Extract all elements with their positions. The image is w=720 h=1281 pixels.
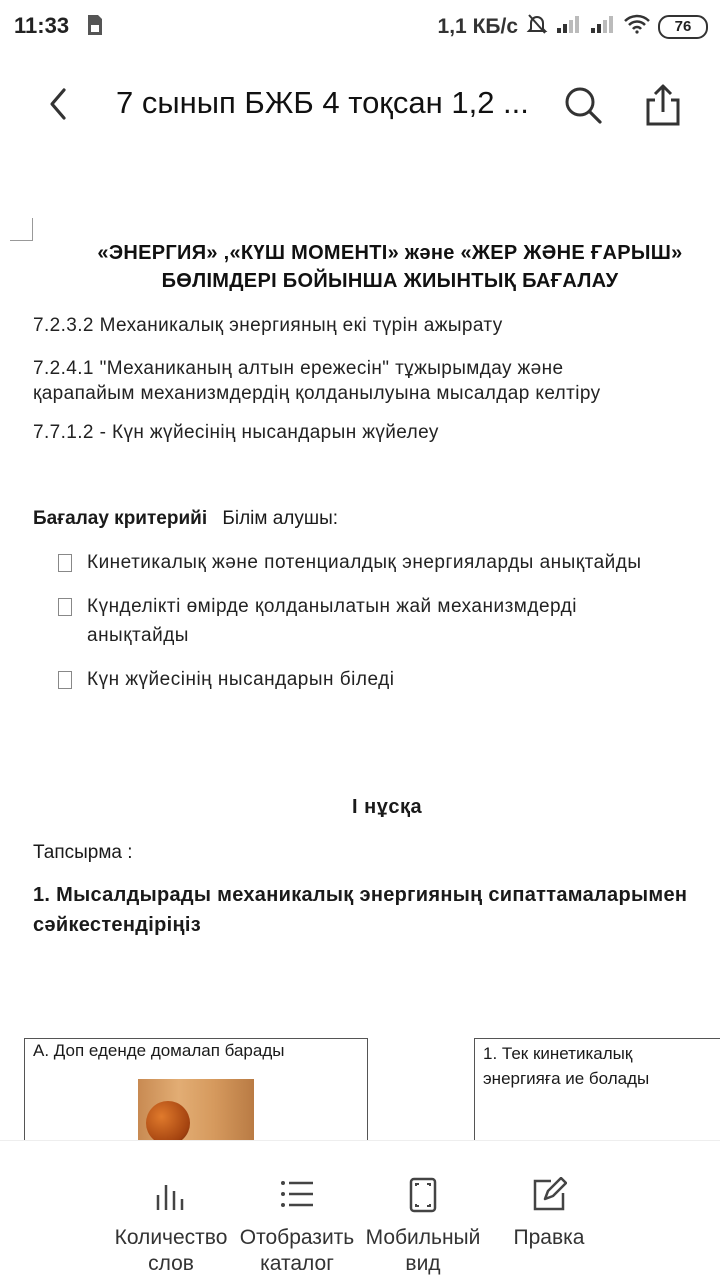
back-button[interactable] <box>40 84 80 124</box>
status-time: 11:33 <box>14 13 70 38</box>
edit-button[interactable] <box>484 1141 614 1281</box>
mobile-view-label <box>358 1225 488 1277</box>
task-1-line-1: 1. Мысалдырады механикалық энергияның сипаттамаларымен <box>33 884 688 906</box>
status-bar <box>0 0 720 52</box>
document-title: 7 сынып БЖБ 4 тоқсан 1,2 ... <box>116 85 529 120</box>
top-bar <box>0 52 720 156</box>
show-catalog-label-line-1: Отобразить <box>239 1226 355 1249</box>
basketball-image <box>138 1079 254 1140</box>
sim-card-icon <box>86 14 104 41</box>
bullet-1: Кинетикалық және потенциалдық энергияларды анықтайды <box>87 552 642 573</box>
signal-icon-2 <box>590 14 616 39</box>
show-catalog-label-line-2: каталог <box>260 1252 334 1275</box>
objective-1: 7.2.3.2 Механикалық энергияның екі түрін ажырату <box>33 315 503 336</box>
bullet-2: Күнделікті өмірде қолданылатын жай механизмдерді <box>87 596 577 617</box>
word-count-button[interactable] <box>106 1141 236 1281</box>
task-1-line-2: сәйкестендіріңіз <box>33 914 201 936</box>
share-icon <box>642 82 684 128</box>
list-icon <box>279 1177 315 1213</box>
table-cell-1 <box>474 1038 720 1140</box>
search-icon <box>562 84 604 126</box>
bullet-icon <box>58 671 72 689</box>
cell-1-text <box>483 1041 649 1091</box>
objective-2-continued: қарапайым механизмдердің қолданылуына мысалдар келтіру <box>33 383 601 404</box>
bottom-toolbar <box>0 1140 720 1281</box>
task-label: Тапсырма : <box>33 842 133 863</box>
mute-icon <box>526 13 548 40</box>
signal-icon <box>556 14 582 39</box>
word-count-label-line-2: слов <box>148 1252 194 1275</box>
edit-label <box>484 1225 614 1251</box>
mobile-view-label-line-1: Мобильный <box>365 1226 481 1249</box>
heading-line-2: БӨЛІМДЕРІ БОЙЫНША ЖИЫНТЫҚ БАҒАЛАУ <box>161 270 619 292</box>
bullet-icon <box>58 554 72 572</box>
cell-1-line-2: энергияға ие болады <box>483 1069 650 1088</box>
edit-icon <box>531 1177 567 1213</box>
heading-line-1: «ЭНЕРГИЯ» ,«КҮШ МОМЕНТІ» және «ЖЕР ЖӘНЕ ҒАРЫШ» <box>97 242 683 264</box>
objective-2: 7.2.4.1 "Механиканың алтын ережесін" тұжырымдау және <box>33 358 564 379</box>
criteria-line <box>33 508 338 530</box>
wifi-icon <box>624 14 650 39</box>
variant-heading: I нұсқа <box>352 796 423 818</box>
search-button[interactable] <box>562 84 604 126</box>
criteria-label: Бағалау критерийі <box>33 508 208 529</box>
basketball-icon <box>146 1101 190 1140</box>
back-arrow-icon <box>40 84 80 124</box>
show-catalog-label <box>232 1225 362 1277</box>
network-speed: 1,1 КБ/с <box>437 14 518 38</box>
word-count-label-line-1: Количество <box>114 1226 228 1249</box>
word-count-label <box>106 1225 236 1277</box>
criteria-text: Білім алушы: <box>222 508 339 529</box>
battery-indicator: 76 <box>658 15 708 39</box>
bullet-3: Күн жүйесінің нысандарын біледі <box>87 669 395 690</box>
cell-1-line-1: 1. Тек кинетикалық <box>483 1044 633 1063</box>
show-catalog-button[interactable] <box>232 1141 362 1281</box>
objective-3: 7.7.1.2 - Күн жүйесінің нысандарын жүйелеу <box>33 422 439 443</box>
table-cell-a <box>24 1038 368 1140</box>
phone-frame-icon <box>405 1177 441 1213</box>
bullet-icon <box>58 598 72 616</box>
page-corner-mark <box>10 218 33 241</box>
cell-a-text: А. Доп еденде домалап барады <box>33 1041 285 1060</box>
task-1 <box>33 880 687 940</box>
mobile-view-label-line-2: вид <box>405 1252 441 1275</box>
document-content[interactable] <box>0 156 720 1140</box>
bullet-2-continued: анықтайды <box>87 625 189 646</box>
share-button[interactable] <box>642 82 684 128</box>
bar-chart-icon <box>153 1177 189 1213</box>
mobile-view-button[interactable] <box>358 1141 488 1281</box>
edit-label-line-1: Правка <box>513 1226 585 1249</box>
